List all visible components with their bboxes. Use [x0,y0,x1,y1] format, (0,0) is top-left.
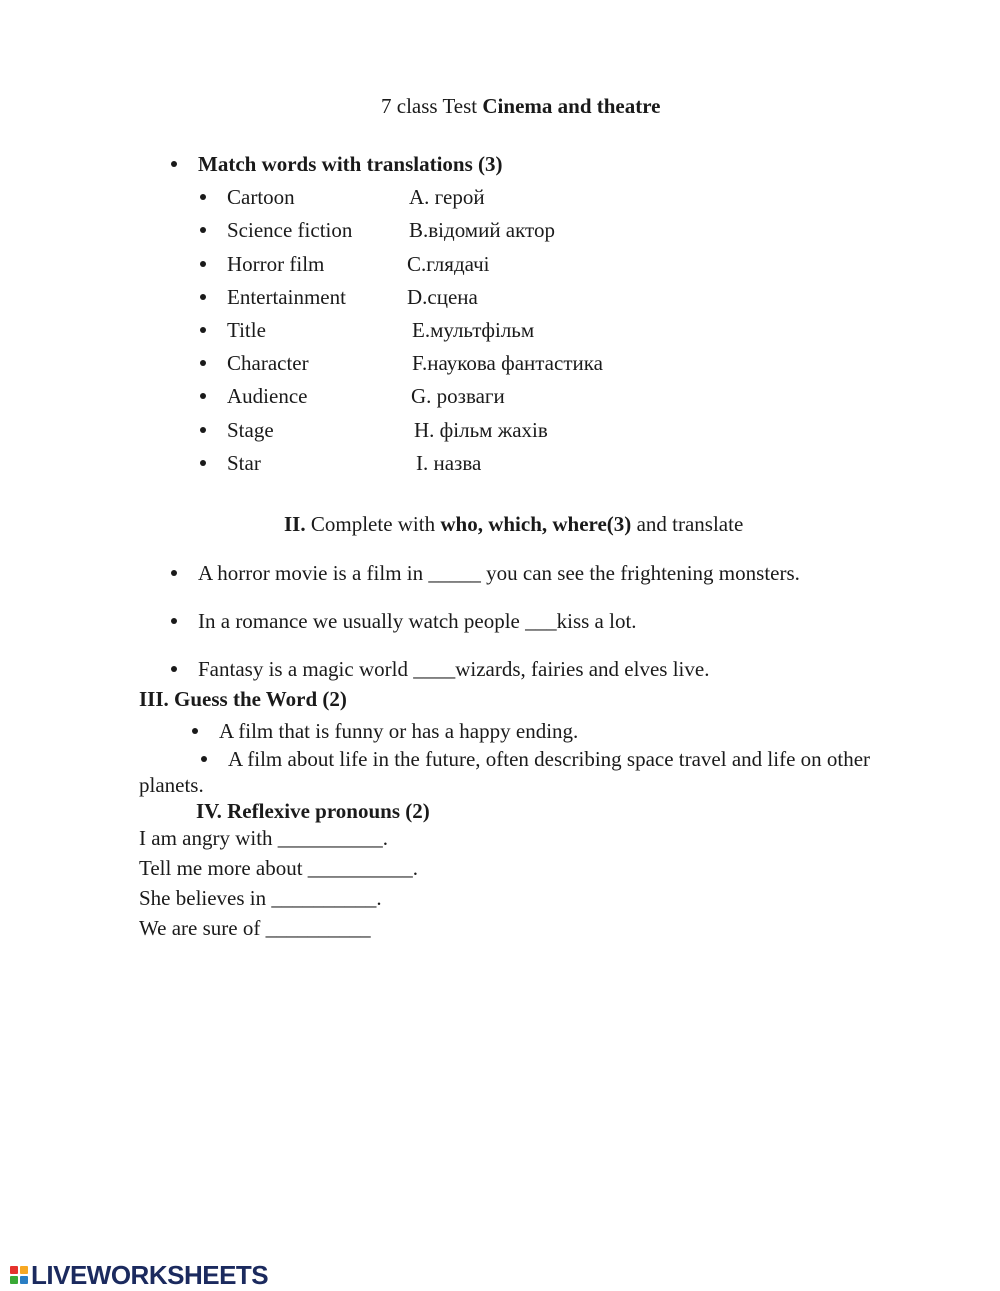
logo-text: LIVEWORKSHEETS [31,1260,269,1290]
match-word: Science fiction [227,218,353,242]
match-translation: F.наукова фантастика [412,351,603,375]
match-word: Star [227,451,261,475]
title-plain: 7 class Test [381,94,483,118]
match-word: Entertainment [227,285,346,309]
liveworksheets-logo [10,1262,268,1288]
section3-heading: III. Guess the Word (2) [139,687,347,711]
section2-numeral: II. [284,512,306,536]
bullet [201,756,207,762]
bullet [200,227,206,233]
gap-sentence: In a romance we usually watch people ___kiss a lot. [198,609,637,633]
section2-bold-words: who, which, where(3) [440,512,632,536]
bullet [171,666,177,672]
bullet [192,728,198,734]
bullet [171,570,177,576]
section4-heading: IV. Reflexive pronouns (2) [196,799,430,823]
section2-text1: Complete with [305,512,441,536]
logo-mark-icon [10,1266,28,1284]
bullet [200,393,206,399]
bullet [200,294,206,300]
bullet [200,194,206,200]
title-bold: Cinema and theatre [482,94,661,118]
match-translation: D.сцена [407,285,478,309]
gap-sentence: Fantasy is a magic world ____wizards, fairies and elves live. [198,657,710,681]
bullet [200,360,206,366]
section2-heading [284,514,743,535]
match-word: Title [227,318,266,342]
pronoun-line: Tell me more about __________. [139,856,419,880]
gap-sentence: A horror movie is a film in _____ you can see the frightening monsters. [198,561,800,585]
pronoun-line: I am angry with __________. [139,826,389,850]
section2-text2: and translate [631,512,744,536]
pronoun-line: We are sure of __________ [139,916,371,940]
match-translation: E.мультфільм [412,318,535,342]
match-word: Cartoon [227,185,295,209]
bullet [200,427,206,433]
guess-item: A film that is funny or has a happy ending. [219,719,579,743]
section1-heading: Match words with translations (3) [198,152,503,176]
match-word: Stage [227,418,274,442]
bullet [171,161,177,167]
bullet [200,327,206,333]
match-word: Audience [227,384,308,408]
bullet [200,261,206,267]
match-word: Character [227,351,309,375]
match-translation: H. фільм жахів [414,418,548,442]
guess-item: A film about life in the future, often describing space travel and life on other [228,747,871,771]
page-title [381,96,661,117]
match-word: Horror film [227,252,325,276]
bullet [200,460,206,466]
match-translation: C.глядачі [407,252,490,276]
match-translation: A. герой [409,185,485,209]
match-translation: G. розваги [411,384,505,408]
bullet [171,618,177,624]
guess-item-continuation: planets. [139,773,204,797]
pronoun-line: She believes in __________. [139,886,382,910]
match-translation: I. назва [416,451,482,475]
match-translation: B.відомий актор [409,218,555,242]
